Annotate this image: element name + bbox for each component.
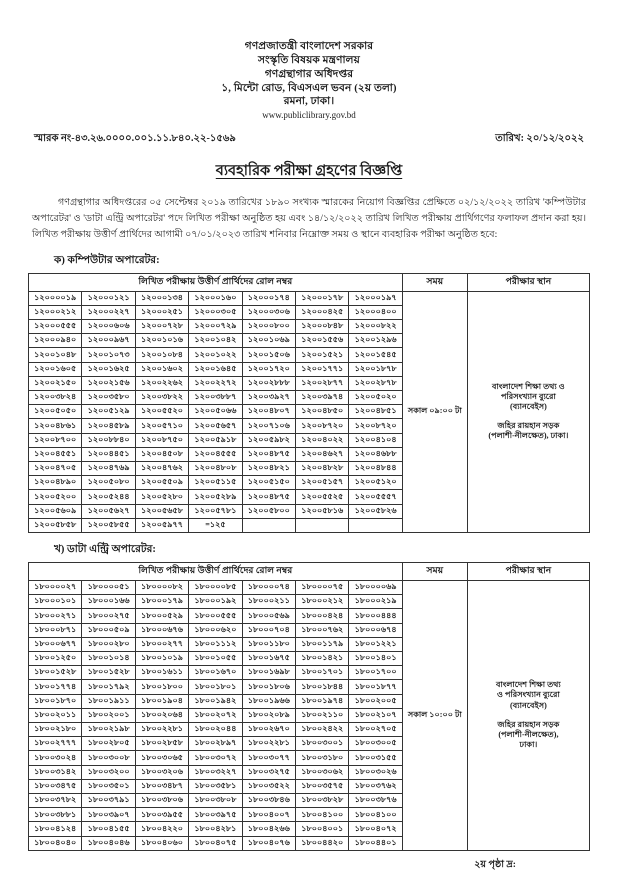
roll-number-cell: ১২০০২১৫৬ — [82, 376, 135, 390]
table-header-row — [29, 562, 590, 580]
roll-number-cell: ১৮০০৪৪০১ — [349, 836, 402, 850]
roll-number-cell: ১৮০০০২৭৭ — [135, 637, 188, 651]
roll-number-cell: ১২০০৫০২০ — [349, 390, 402, 404]
roll-number-cell: ১৮০০২১০৭ — [349, 708, 402, 722]
roll-number-cell: ১৮০০৪২৬৬ — [242, 822, 295, 836]
roll-number-cell: ১৮০০৪০৪০ — [29, 836, 82, 850]
roll-number-cell: ১৮০০০২৭৫ — [82, 609, 135, 623]
roll-number-cell: ১৮০০০৫৬৯ — [242, 609, 295, 623]
roll-number-cell: ১২০০৫৮৫৫ — [82, 518, 135, 532]
roll-number-cell: ১৮০০৩০৭৭ — [242, 751, 295, 765]
roll-number-cell: ১৮০০১৯৬৬ — [242, 694, 295, 708]
roll-number-cell: ১২০০৪৫০৮ — [135, 447, 188, 461]
venue-line: (পলাশী-নীলক্ষেত), — [498, 729, 559, 739]
roll-number-cell: ১৮০০১৭৭৪ — [29, 680, 82, 694]
roll-number-cell: ১৮০০৪০৪৬ — [82, 836, 135, 850]
roll-number-cell: ১৮০০৩৯৭৫ — [189, 808, 242, 822]
roll-number-cell: ১২০০৮৭৫০ — [135, 433, 188, 447]
roll-number-cell: ১৮০০৩২৭৫ — [242, 765, 295, 779]
memo-number: স্মারক নং-৪৩.২৬.০০০০.০০১.১১.৮৪০.২২-১৫৬৯ — [34, 133, 236, 145]
roll-number-cell: ১২০০১৬৪৫ — [189, 362, 242, 376]
roll-number-cell: ১৮০০৩৮৭৬ — [349, 794, 402, 808]
roll-number-cell: ১২০০৪৭৬২ — [135, 461, 188, 475]
page-title: ব্যবহারিক পরীক্ষা গ্রহণের বিজ্ঞপ্তি — [215, 163, 403, 180]
roll-number-cell: ১২০০০৫৫৫ — [29, 319, 82, 333]
roll-number-cell: ১৮০০০১৯২ — [189, 595, 242, 609]
roll-number-cell: ১৮০০৩২২৭ — [189, 765, 242, 779]
roll-number-cell: ১৮০০৪০৭৫ — [189, 836, 242, 850]
venue-line: (পলাশী-নীলক্ষেত), ঢাকা। — [488, 431, 569, 441]
roll-number-cell: ১৮০০৩০০৮ — [82, 751, 135, 765]
roll-number-cell: ১৮০০৪০৬০ — [135, 836, 188, 850]
roll-number-cell: ১৮০০১১৭৯ — [296, 637, 349, 651]
roll-number-cell: ১২০০৫৬০৯ — [29, 504, 82, 518]
roll-number-cell: ১৮০০৩০৭২ — [189, 751, 242, 765]
notice-body: গণগ্রন্থাগার অধিদপ্তরের ০৫ সেপ্টেম্বর ২০১৯ তারিখের ১৮৯০ সংখ্যক স্মারকের নিয়োগ বিজ্ঞপ্তির প্রেক্ষিতে ০২/১২/২০২২ তারিখ 'কম্পিউটার অপারেটর' ও 'ডাটা এন্ট্রি অপারেটর' পদে লিখিত পরীক্ষা অনুষ্ঠিত হয় এবং ১৪/১২/২০২২ তারিখ লিখিত পরীক্ষায় প্রার্থিগণের ফলাফল প্রদান করা হয়। লিখিত পরীক্ষায় উত্তীর্ণ প্রার্থিদের আগামী ০৭/০১/২০২৩ তারিখ শনিবার নিম্নোক্ত সময় ও স্থানে ব্যবহারিক পরীক্ষা অনুষ্ঠিত হবে: — [32, 197, 586, 241]
roll-number-cell: ১২০০২৮৭৮ — [349, 376, 402, 390]
roll-number-cell: ১৮০০৩৫৭৫ — [296, 779, 349, 793]
roll-number-cell: ১২০০২৮৮৮ — [242, 376, 295, 390]
roll-number-cell: ১২০০৫২৮৯ — [189, 490, 242, 504]
exam-time-cell: সকাল ১০:০০ টা — [402, 580, 467, 850]
roll-number-cell: ১২০০৪৫৮৯ — [82, 419, 135, 433]
roll-number-cell: ১৮০০২৮৫৮ — [135, 737, 188, 751]
table-row — [29, 291, 590, 305]
roll-number-cell: ১৮০০৩৪৭৫ — [29, 779, 82, 793]
roll-number-cell: ১৮০০১৮০১ — [189, 680, 242, 694]
venue-line: জহির রায়হান সড়ক — [497, 719, 560, 729]
roll-number-cell: ১৮০০২১৮০ — [29, 722, 82, 736]
table-body-a — [29, 291, 590, 532]
roll-number-cell: ১২০০৫১১৫ — [189, 476, 242, 490]
roll-number-cell: ১৮০০২০০৫ — [349, 694, 402, 708]
roll-number-cell: ১২০০৫৭৮১ — [189, 504, 242, 518]
roll-number-cell: ১৮০০১৫২৮ — [29, 666, 82, 680]
roll-number-cell: ১৮০০১৪০১ — [349, 651, 402, 665]
roll-number-cell: ১৮০০৩৮০৬ — [135, 794, 188, 808]
office-city: রমনা, ঢাকা। — [283, 96, 335, 108]
roll-number-cell: ১৮০০৪১০০ — [349, 808, 402, 822]
roll-number-cell: ১২০০৫১২৯ — [82, 405, 135, 419]
roll-number-cell: ১৮০০১০১৯ — [135, 651, 188, 665]
roll-number-cell: ১২০০০৮০০ — [242, 319, 295, 333]
roll-number-cell: ১২০০১৬০২ — [135, 362, 188, 376]
roll-number-cell: ১৮০০২৮৯৭ — [189, 737, 242, 751]
roll-number-cell: ১৮০০১৮০৬ — [242, 680, 295, 694]
roll-number-cell: ১৮০০০০৮৫ — [189, 580, 242, 594]
computer-operator-table — [28, 273, 590, 533]
roll-number-cell: ১২০০৫৫০৯ — [135, 476, 188, 490]
roll-number-cell: ১২০০৪৫৫৫ — [189, 447, 242, 461]
roll-number-cell: ১২০০৪৮৭৫ — [242, 490, 295, 504]
roll-number-cell: ১২০০৪৮৯০ — [29, 476, 82, 490]
roll-number-cell: ১২০০৫৯৮২ — [242, 433, 295, 447]
roll-number-cell: ১৮০০১০১৪ — [82, 651, 135, 665]
roll-number-cell: ১৮০০১৬৭০ — [189, 666, 242, 680]
venue-line: জহির রায়হান সড়ক — [497, 421, 560, 431]
roll-number-cell: ১৮০০২৭৭৭ — [29, 737, 82, 751]
roll-number-cell: ১৮০০২০৪৪ — [189, 722, 242, 736]
roll-number-cell: ১৮০০০৮৭১ — [29, 623, 82, 637]
roll-number-cell: ১২০০২৮৭৭ — [296, 376, 349, 390]
roll-number-cell: ১৮০০১৮৭০ — [29, 694, 82, 708]
roll-number-cell: ১৮০০২০৬৪ — [135, 708, 188, 722]
roll-number-cell: ১২০০০৯৬৭ — [82, 334, 135, 348]
roll-number-cell: ১২০০৪৮৫০ — [296, 405, 349, 419]
roll-number-cell: ১৮০০০৭০৪ — [242, 623, 295, 637]
roll-number-cell: ১৮০০০১০১ — [29, 595, 82, 609]
roll-number-cell: ১২০০৮৭২০ — [349, 419, 402, 433]
roll-number-cell: ১২০০৩৫৮০ — [82, 390, 135, 404]
roll-number-cell: ১৮০০০২১১ — [242, 595, 295, 609]
roll-number-cell: ১২০০১০৪৮ — [29, 348, 82, 362]
roll-number-cell: ১৮০০০৬৭৬ — [135, 623, 188, 637]
roll-number-cell: ১২০০৩৯২৭ — [242, 390, 295, 404]
roll-number-cell: ১৮০০০১৬৬ — [82, 595, 135, 609]
roll-number-cell: ১২০০০৩০৬ — [242, 305, 295, 319]
roll-number-cell: ১২০০৫৫২০ — [135, 405, 188, 419]
roll-number-cell: ১২০০৪৬৮৮ — [349, 447, 402, 461]
roll-number-cell: ১৮০০৪২২০ — [135, 822, 188, 836]
roll-number-cell: ১২০০৪৮২১ — [242, 461, 295, 475]
roll-number-cell: ১২০০৫৮১৬ — [296, 504, 349, 518]
roll-number-cell: ১২০০০১৯৭ — [349, 291, 402, 305]
roll-number-cell: ১২০০০২২৭ — [82, 305, 135, 319]
roll-number-cell: ১৮০০৪০৭৬ — [242, 836, 295, 850]
venue-line: (ব্যানবেইস) — [510, 401, 547, 411]
roll-number-cell: ১২০০২১৫০ — [29, 376, 82, 390]
roll-number-cell: ১২০০৫১৫৭ — [296, 476, 349, 490]
ministry-name: সংস্কৃতি বিষয়ক মন্ত্রণালয় — [258, 54, 360, 66]
table-row — [29, 580, 590, 594]
exam-venue-cell — [467, 580, 589, 850]
table-body-b — [29, 580, 590, 850]
exam-venue-cell — [467, 291, 589, 532]
roll-number-cell: ১২০০৫৬২৭ — [82, 504, 135, 518]
roll-number-cell: ১৮০০২৪২২ — [296, 722, 349, 736]
roll-number-cell: ১৮০০১৯১১ — [82, 694, 135, 708]
roll-number-cell: ১৮০০৩৮২৮ — [296, 794, 349, 808]
roll-number-cell: ১৮০০১৭০১ — [296, 666, 349, 680]
roll-number-cell: ১৮০০৩০২৬ — [349, 765, 402, 779]
roll-column-header: লিখিত পরীক্ষায় উত্তীর্ণ প্রার্থিদের রোল নম্বর — [29, 562, 403, 580]
roll-number-cell: ১২০০০১২১ — [82, 291, 135, 305]
roll-number-cell: ১৮০০৩০০১ — [296, 737, 349, 751]
roll-number-cell: ১৮০০৩৭৯১ — [82, 794, 135, 808]
roll-number-cell: ১২০০১৭২০ — [242, 362, 295, 376]
roll-number-cell: ১৮০০০৫২৯ — [135, 609, 188, 623]
roll-number-cell: ১৮০০২২৮১ — [242, 737, 295, 751]
venue-line: ও পরিসংখ্যান ব্যুরো — [496, 690, 560, 700]
roll-number-cell: ১৮০০০০৫১ — [82, 580, 135, 594]
roll-number-cell: ১৮০০১০৫৫ — [189, 651, 242, 665]
roll-number-cell: ১২০০৪৪৫১ — [82, 447, 135, 461]
roll-number-cell: ১২০০৫৯৭৭ — [135, 518, 188, 532]
roll-number-cell: ১৮০০০১৭৯ — [135, 595, 188, 609]
roll-number-cell: ১২০০৫২৮০ — [135, 490, 188, 504]
roll-number-cell: ১২০০০৪০০ — [349, 305, 402, 319]
roll-number-cell: ১৮০০৩১৪২ — [29, 765, 82, 779]
roll-number-cell: ১৮০০২০০১ — [82, 708, 135, 722]
roll-number-cell: ১৮০০১৬৯৮ — [242, 666, 295, 680]
roll-number-cell: ১৮০০৩২০০ — [82, 765, 135, 779]
roll-number-cell: ১৮০০৩৮৮১ — [29, 808, 82, 822]
roll-number-cell: ১৮০০৩০২৪ — [29, 751, 82, 765]
roll-number-cell: ১৮০০০৬২০ — [189, 623, 242, 637]
roll-number-cell: ১৮০০০২৮০ — [82, 637, 135, 651]
roll-number-cell: ১২০০৩৮২৪ — [29, 390, 82, 404]
roll-number-cell: ১৮০০২১৯৮ — [82, 722, 135, 736]
roll-number-cell: ১২০০০১৬০ — [189, 291, 242, 305]
roll-number-cell: ১৮০০৪০৭২ — [349, 822, 402, 836]
roll-number-cell: ১৮০০১২২১ — [349, 637, 402, 651]
roll-number-cell: ১২০০১০৪২ — [189, 334, 242, 348]
roll-number-cell: ১২০০৪৭৬৯ — [82, 461, 135, 475]
roll-number-cell: ১২০০১৫৪৫ — [349, 348, 402, 362]
roll-number-cell: ১২০০১৫২১ — [296, 348, 349, 362]
empty-cell — [296, 518, 349, 532]
roll-number-cell: ১৮০০৩৯৫৫ — [135, 808, 188, 822]
roll-number-cell: ১৮০০১৮০০ — [135, 680, 188, 694]
roll-number-cell: ১৮০০০২৭১ — [29, 609, 82, 623]
data-entry-operator-table — [28, 562, 590, 851]
roll-number-cell: ১৮০০১৬১১ — [135, 666, 188, 680]
roll-number-cell: ১২০০৫৭১০ — [135, 419, 188, 433]
roll-number-cell: ১৮০০৩০৬২ — [296, 765, 349, 779]
roll-number-cell: ১৮০০২০৮৯ — [242, 708, 295, 722]
roll-number-cell: ১৮০০৩৮০৮ — [189, 794, 242, 808]
empty-cell — [349, 518, 402, 532]
roll-number-cell: ১৮০০১৮৪৪ — [296, 680, 349, 694]
roll-number-cell: ১৮০০৪১৫৫ — [82, 822, 135, 836]
roll-number-cell: ১২০০৫১২০ — [349, 476, 402, 490]
roll-number-cell: ১২০০৪৮৫১ — [349, 405, 402, 419]
roll-number-cell: ১২০০৫৯১৮ — [189, 433, 242, 447]
memo-date: তারিখ: ২০/১২/২০২২ — [495, 133, 584, 145]
roll-number-cell: ১২০০৭১০৬ — [242, 419, 295, 433]
roll-number-cell: ১২০০৪৭০৫ — [29, 461, 82, 475]
roll-number-cell: ১২০০৪৮০৭ — [242, 405, 295, 419]
roll-number-cell: ১২০০০৩০৫ — [189, 305, 242, 319]
roll-number-cell: ১২০০০৪২৫ — [296, 305, 349, 319]
venue-line: বাংলাদেশ শিক্ষা তথ্য — [496, 680, 561, 690]
letterhead — [28, 40, 590, 122]
roll-number-cell: ১২০০৫৮৫৮ — [29, 518, 82, 532]
roll-number-cell: ১২০০০৭২৯ — [189, 319, 242, 333]
page-footer-note: ২য় পৃষ্ঠা দ্র: — [474, 858, 516, 870]
roll-number-cell: ১৮০০২০৭২ — [189, 708, 242, 722]
roll-number-cell: ১৮০০৪৪২০ — [296, 836, 349, 850]
roll-number-cell: ১২০০০৬০৬ — [82, 319, 135, 333]
roll-number-cell: ১৮০০০০২৭ — [29, 580, 82, 594]
roll-number-cell: ১৮০০৩৭৮২ — [29, 794, 82, 808]
roll-number-cell: ১৮০০২৬৭০ — [242, 722, 295, 736]
venue-line: বাংলাদেশ শিক্ষা তথ্য ও — [492, 381, 565, 391]
roll-number-cell: ১২০০৫০৬৬ — [189, 405, 242, 419]
roll-number-cell: ১২০০৪১০৪ — [349, 433, 402, 447]
roll-number-cell: ১২০০৫৬৫৮ — [135, 504, 188, 518]
roll-number-cell: ১৮০০০৪২৪ — [296, 609, 349, 623]
roll-number-cell: ১৮০০০২১৯ — [349, 595, 402, 609]
table-header-row — [29, 273, 590, 291]
roll-number-cell: ১৮০০১৭০০ — [349, 666, 402, 680]
roll-number-cell: ১২০০১০৬৯ — [242, 334, 295, 348]
roll-number-cell: ১২০০০২১২ — [29, 305, 82, 319]
roll-number-cell: ১২০০৮৭২০ — [296, 419, 349, 433]
roll-number-cell: ১২০০০৮৪৮ — [296, 319, 349, 333]
roll-number-cell: ১২০০৫১৫০ — [242, 476, 295, 490]
roll-number-cell: ১২০০৪০২২ — [296, 433, 349, 447]
roll-number-cell: ১২০০৫৮২৬ — [349, 504, 402, 518]
roll-number-cell: ১২০০৪৫৫১ — [29, 447, 82, 461]
roll-number-cell: ১২০০৩৮২২ — [135, 390, 188, 404]
roll-number-cell: ১২০০৫৫৫৭ — [349, 490, 402, 504]
roll-number-cell: ১৮০০৩১৮০ — [296, 751, 349, 765]
section-b-caption: খ) ডাটা এন্ট্রি অপারেটর: — [54, 543, 156, 555]
roll-number-cell: ১২০০৫২০০ — [29, 490, 82, 504]
roll-number-cell: ১৮০০৩৫২২ — [242, 779, 295, 793]
roll-number-cell: ১২০০৫৮০০ — [242, 504, 295, 518]
roll-number-cell: ১৮০০০০৭৫ — [296, 580, 349, 594]
roll-number-cell: ১২০০৪৮৪৪ — [349, 461, 402, 475]
roll-number-cell: ১২০০০২৫১ — [135, 305, 188, 319]
roll-number-cell: ১৮০০১৯৪২ — [189, 694, 242, 708]
roll-number-cell: ১২০০৩৮৮৭ — [189, 390, 242, 404]
roll-number-cell: ১২০০০৭২৮ — [135, 319, 188, 333]
roll-number-cell: ১২০০৫৬৫৭ — [189, 419, 242, 433]
roll-number-cell: ১৮০০৩০০৫ — [349, 737, 402, 751]
roll-number-cell: ১৮০০১৯০৪ — [135, 694, 188, 708]
time-column-header: সময় — [402, 562, 467, 580]
roll-number-cell: ১৮০০০৬৭৪ — [349, 623, 402, 637]
roll-number-cell: ১২০০৪৬২৭ — [296, 447, 349, 461]
roll-number-cell: ১৮০০৪০০৭ — [242, 808, 295, 822]
roll-number-cell: ১৮০০১১৮০ — [242, 637, 295, 651]
roll-number-cell: ১৮০০১৭৯২ — [82, 680, 135, 694]
roll-number-cell: ১৮০০৩১৫৫ — [349, 751, 402, 765]
roll-number-cell: ১৮০০০৪৪৪ — [349, 609, 402, 623]
roll-number-cell: ১২০০১০১৬ — [135, 334, 188, 348]
roll-number-cell: ১২০০১৬২৫ — [82, 362, 135, 376]
memo-row — [28, 131, 590, 148]
roll-number-cell: ১৮০০৩৫৮১ — [189, 779, 242, 793]
roll-number-cell: ১২০০১৫০৬ — [242, 348, 295, 362]
roll-number-cell: ১২০০৫২৪৪ — [82, 490, 135, 504]
roll-number-cell: ১২০০৫০৫০ — [29, 405, 82, 419]
roll-number-cell: ১২০০০০১৯ — [29, 291, 82, 305]
venue-line: (ব্যানবেইস) — [510, 700, 547, 710]
roll-number-cell: ১২০০২২৬২ — [135, 376, 188, 390]
exam-time-cell: সকাল ০৯:০০ টা — [402, 291, 467, 532]
roll-number-cell: ১৮০০০০৮২ — [135, 580, 188, 594]
roll-number-cell: ১৮০০১৬৭৫ — [242, 651, 295, 665]
empty-cell — [242, 518, 295, 532]
roll-number-cell: ১২০০৪৮০৮ — [189, 461, 242, 475]
roll-number-cell: ১৮০০৩২০৬ — [135, 765, 188, 779]
roll-number-cell: ১২০০৮৮৪০ — [82, 433, 135, 447]
roll-number-cell: ১৮০০১২৫০ — [29, 651, 82, 665]
roll-number-cell: ১২০০১৮৭৮ — [349, 362, 402, 376]
roll-number-cell: ১২০০৪৮৭৫ — [242, 447, 295, 461]
roll-number-cell: ১২০০০১৭৪ — [242, 291, 295, 305]
roll-number-cell: ১৮০০২৭০৫ — [349, 722, 402, 736]
roll-number-cell: ১২০০১০৭৩ — [82, 348, 135, 362]
section-a-caption: ক) কম্পিউটার অপারেটর: — [54, 254, 160, 266]
roll-number-cell: ১২০০০৮২২ — [349, 319, 402, 333]
roll-number-cell: ১৮০০১১১২ — [189, 637, 242, 651]
roll-number-cell: ১৮০০০৬৭৭ — [29, 637, 82, 651]
total-count-cell: =১২৫ — [189, 518, 242, 532]
roll-number-cell: ১২০০৩৯৭৪ — [296, 390, 349, 404]
roll-number-cell: ১৮০০২১১০ — [296, 708, 349, 722]
roll-number-cell: ১৮০০৩৭৬২ — [349, 779, 402, 793]
roll-number-cell: ১২০০১০৮৪ — [135, 348, 188, 362]
roll-number-cell: ১৮০০৪০০১ — [296, 822, 349, 836]
roll-number-cell: ১৮০০০৫০৯ — [82, 623, 135, 637]
roll-number-cell: ১৮০০৪২৮১ — [189, 822, 242, 836]
roll-number-cell: ১৮০০০৭৬২ — [296, 623, 349, 637]
roll-number-cell: ১৮০০১৯৭৪ — [296, 694, 349, 708]
roll-number-cell: ১৮০০০০৭৪ — [242, 580, 295, 594]
roll-number-cell: ১৮০০৩০৬৫ — [135, 751, 188, 765]
venue-line: ঢাকা। — [519, 739, 538, 749]
roll-column-header: লিখিত পরীক্ষায় উত্তীর্ণ প্রার্থিদের রোল নম্বর — [29, 273, 403, 291]
roll-number-cell: ১২০০৪৮৬১ — [29, 419, 82, 433]
roll-number-cell: ১৮০০২০১১ — [29, 708, 82, 722]
office-address: ১, মিন্টো রোড, বিএসএল ভবন (২য় তলা) — [221, 82, 397, 94]
roll-number-cell: ১৮০০১৫২৮ — [82, 666, 135, 680]
venue-spacer — [468, 711, 589, 720]
roll-number-cell: ১৮০০৪১২৪ — [29, 822, 82, 836]
website-url: www.publiclibrary.gov.bd — [262, 110, 356, 121]
roll-number-cell: ১২০০০৯৪০ — [29, 334, 82, 348]
venue-spacer — [468, 412, 589, 421]
roll-number-cell: ১৮০০৩৫০১ — [82, 779, 135, 793]
roll-number-cell: ১২০০৮৭০০ — [29, 433, 82, 447]
roll-number-cell: ১৮০০২৮০৫ — [82, 737, 135, 751]
roll-number-cell: ১৮০০৪১০০ — [296, 808, 349, 822]
government-name: গণপ্রজাতন্ত্রী বাংলাদেশ সরকার — [244, 41, 374, 52]
roll-number-cell: ১২০০২২৭২ — [189, 376, 242, 390]
roll-number-cell: ১২০০১০২২ — [189, 348, 242, 362]
roll-number-cell: ১৮০০৩৪৮৭ — [135, 779, 188, 793]
roll-number-cell: ১৮০০০২১২ — [296, 595, 349, 609]
roll-number-cell: ১২০০১৫৫৬ — [296, 334, 349, 348]
roll-number-cell: ১৮০০১৮৭৭ — [349, 680, 402, 694]
roll-number-cell: ১২০০০১৭৮ — [296, 291, 349, 305]
department-name: গণগ্রন্থাগার অধিদপ্তর — [264, 68, 354, 80]
venue-column-header: পরীক্ষার স্থান — [467, 562, 589, 580]
roll-number-cell: ১২০০৫০৮০ — [82, 476, 135, 490]
roll-number-cell: ১৮০০৩৮৪৬ — [242, 794, 295, 808]
roll-number-cell: ১৮০০০০৬৯ — [349, 580, 402, 594]
roll-number-cell: ১২০০০১৩৪ — [135, 291, 188, 305]
venue-column-header: পরীক্ষার স্থান — [467, 273, 589, 291]
roll-number-cell: ১২০০১৭৭১ — [296, 362, 349, 376]
venue-line: পরিসংখ্যান ব্যুরো — [500, 391, 556, 401]
roll-number-cell: ১২০০৪৮২৮ — [296, 461, 349, 475]
roll-number-cell: ১২০০১৬০৫ — [29, 362, 82, 376]
roll-number-cell: ১৮০০৩৯০৭ — [82, 808, 135, 822]
roll-number-cell: ১২০০১২৯৬ — [349, 334, 402, 348]
time-column-header: সময় — [402, 273, 467, 291]
roll-number-cell: ১২০০৫৫২৫ — [296, 490, 349, 504]
roll-number-cell: ১৮০০০৫৫৫ — [189, 609, 242, 623]
roll-number-cell: ১৮০০২২৮১ — [135, 722, 188, 736]
roll-number-cell: ১৮০০১৪২১ — [296, 651, 349, 665]
